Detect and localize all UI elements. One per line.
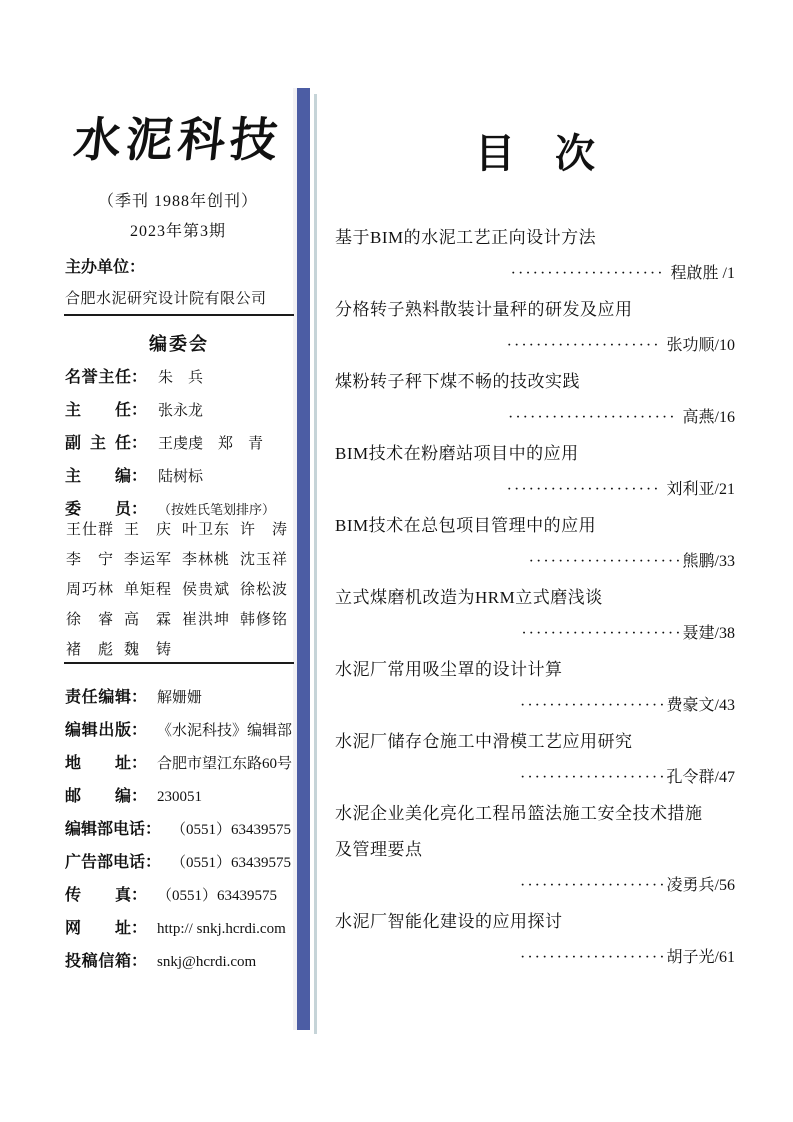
dots-leader: ···················· <box>519 877 667 894</box>
toc-entry-author-page: 胡子光/61 <box>666 949 735 966</box>
masthead <box>62 106 294 241</box>
toc-entry <box>335 652 735 724</box>
toc-entry-title: 分格转子熟料散装计量秤的研发及应用 <box>335 300 633 319</box>
dots-leader: ····················· <box>510 265 671 282</box>
role-row-chief-editor: 主编： 陆树标 <box>65 468 204 485</box>
member-name: 徐松波 <box>240 582 287 598</box>
toc-entry <box>335 220 735 292</box>
member-name: 王庆 <box>124 522 171 538</box>
toc-entry <box>335 796 735 904</box>
toc-entry-title-line2: 及管理要点 <box>335 840 423 859</box>
member-name: 王仕群 <box>66 522 113 538</box>
member-name: 魏铸 <box>124 642 171 658</box>
toc-entry-author-line <box>335 472 735 508</box>
toc-entry-author-page: 凌勇兵/56 <box>666 877 735 894</box>
member-name: 徐睿 <box>66 612 113 628</box>
member-name: 周巧林 <box>66 582 113 598</box>
role-row-honorary-director: 名誉主任： 朱 兵 <box>65 369 204 386</box>
toc-entry-title: 水泥厂储存仓施工中滑模工艺应用研究 <box>335 732 633 751</box>
dots-leader: ····················· <box>528 553 683 570</box>
toc-entry-title: 立式煤磨机改造为HRM立式磨浅谈 <box>335 588 603 607</box>
toc-entry-author-line <box>335 400 735 436</box>
divider-bottom <box>64 662 294 664</box>
toc-entry <box>335 292 735 364</box>
toc-entry-author-line <box>335 760 735 796</box>
member-name: 李林桃 <box>182 552 229 568</box>
toc-entry-title: 煤粉转子秤下煤不畅的技改实践 <box>335 372 580 391</box>
toc-entry-author-line <box>335 940 735 976</box>
pub-row-submission-email: 投稿信箱： snkj@hcrdi.com <box>65 953 257 970</box>
committee-members-grid <box>66 518 298 659</box>
dots-leader: ···················· <box>519 769 667 786</box>
toc-entry-author-page: 孔令群/47 <box>666 769 735 786</box>
toc-entry <box>335 904 735 976</box>
toc-entry-author-line <box>335 328 735 364</box>
pub-row-editorial-phone: 编辑部电话： （0551）63439575 <box>65 821 292 838</box>
journal-title: 水泥科技 <box>71 115 285 167</box>
toc-entry-title: BIM技术在粉磨站项目中的应用 <box>335 444 579 463</box>
toc-list <box>335 220 735 976</box>
toc-entry <box>335 364 735 436</box>
journal-subtitle-founded: （季刊 1988年创刊） <box>97 193 258 210</box>
toc-entry-author-line <box>335 544 735 580</box>
toc-entry-author-page: 程啟胜 /1 <box>670 265 735 282</box>
toc-entry-title: 基于BIM的水泥工艺正向设计方法 <box>335 228 597 247</box>
dots-leader: ······················· <box>508 409 683 426</box>
toc-entry-title: 水泥厂智能化建设的应用探讨 <box>335 912 563 931</box>
pub-row-postcode: 邮编： 230051 <box>65 788 203 805</box>
toc-entry-title: 水泥企业美化亮化工程吊篮法施工安全技术措施 <box>335 804 703 823</box>
toc-entry-title: 水泥厂常用吸尘罩的设计计算 <box>335 660 563 679</box>
toc-entry-author-page: 费豪文/43 <box>666 697 735 714</box>
member-name: 李运军 <box>124 552 171 568</box>
divider-top <box>64 314 294 316</box>
toc-entry-author-line <box>335 616 735 652</box>
committee-roles <box>65 364 295 529</box>
pub-row-ad-phone: 广告部电话： （0551）63439575 <box>65 854 292 871</box>
role-row-members: 委员： （按姓氏笔划排序） <box>65 501 276 518</box>
toc-entry <box>335 508 735 580</box>
member-name: 褚彪 <box>66 642 113 658</box>
committee-heading: 编委会 <box>149 334 209 354</box>
member-name: 沈玉祥 <box>240 552 287 568</box>
toc-entry <box>335 724 735 796</box>
sponsor-label: 主办单位： <box>65 259 146 276</box>
dots-leader: ···················· <box>519 697 667 714</box>
pub-row-address: 地址： 合肥市望江东路60号 <box>65 755 293 772</box>
toc-entry-author-line <box>335 688 735 724</box>
vertical-accent-bar-shadow <box>314 94 317 1034</box>
sponsor-name: 合肥水泥研究设计院有限公司 <box>65 291 267 307</box>
toc-entry <box>335 436 735 508</box>
member-name: 单矩程 <box>124 582 171 598</box>
toc-entry-author-page: 聂建/38 <box>682 625 735 642</box>
toc-entry <box>335 580 735 652</box>
toc-entry-author-line <box>335 256 735 292</box>
journal-issue: 2023年第3期 <box>129 223 226 240</box>
toc-entry-title: BIM技术在总包项目管理中的应用 <box>335 516 597 535</box>
toc-entry-author-page: 高燕/16 <box>682 409 735 426</box>
dots-leader: ····················· <box>506 481 667 498</box>
dots-leader: ······················ <box>521 625 683 642</box>
member-name: 侯贵斌 <box>182 582 229 598</box>
submission-email: snkj@hcrdi.com <box>157 954 257 970</box>
toc-heading: 目 次 <box>475 131 595 176</box>
toc-entry-author-page: 刘利亚/21 <box>666 481 735 498</box>
role-row-deputy-director: 副主任： 王虔虔 郑 青 <box>65 435 264 452</box>
member-name: 崔洪坤 <box>182 612 229 628</box>
role-row-director: 主任： 张永龙 <box>65 402 204 419</box>
dots-leader: ···················· <box>519 949 667 966</box>
dots-leader: ····················· <box>506 337 667 354</box>
pub-row-publisher: 编辑出版： 《水泥科技》编辑部 <box>65 722 293 739</box>
member-name: 高霖 <box>124 612 171 628</box>
toc-entry-author-page: 熊鹏/33 <box>682 553 735 570</box>
toc-entry-author-line <box>335 868 735 904</box>
website-url: http:// snkj.hcrdi.com <box>157 921 286 937</box>
publication-info <box>65 684 305 981</box>
pub-row-responsible-editor: 责任编辑： 解姗姗 <box>65 689 203 706</box>
member-name: 叶卫东 <box>182 522 229 538</box>
pub-row-fax: 传真： （0551）63439575 <box>65 887 278 904</box>
member-name: 许涛 <box>240 522 287 538</box>
member-name: 韩修铭 <box>240 612 287 628</box>
toc-entry-author-page: 张功顺/10 <box>666 337 735 354</box>
member-name: 李宁 <box>66 552 113 568</box>
pub-row-website: 网址： http:// snkj.hcrdi.com <box>65 920 286 937</box>
